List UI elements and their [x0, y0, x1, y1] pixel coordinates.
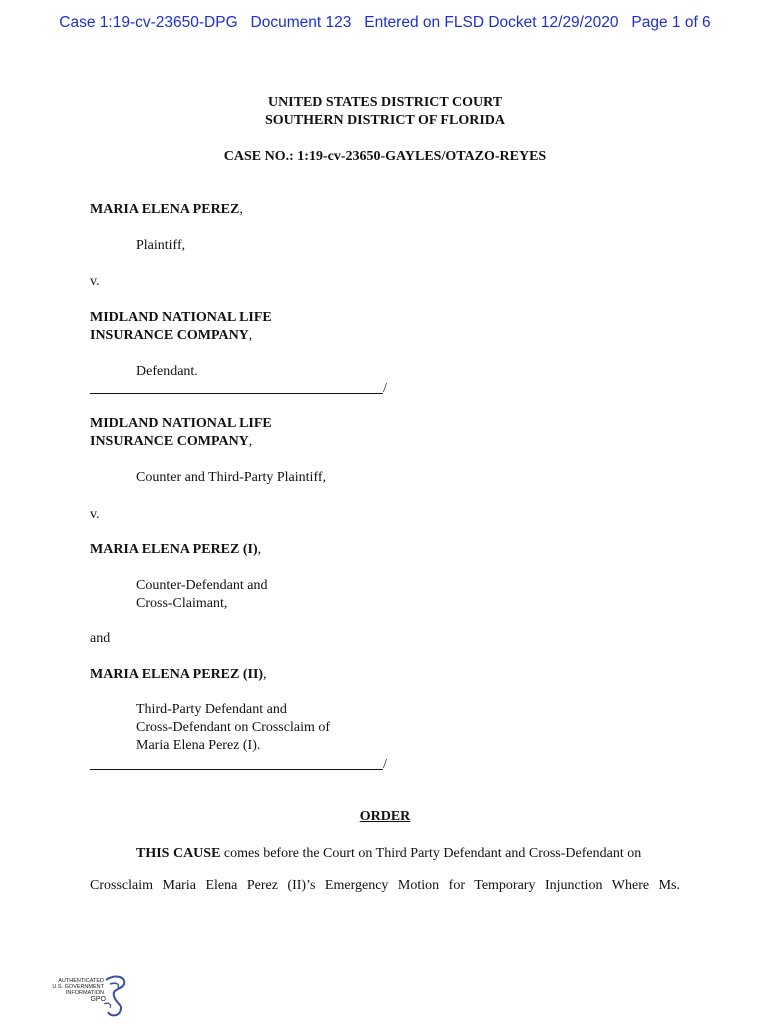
defendant-name-line1: MIDLAND NATIONAL LIFE	[90, 310, 272, 325]
order-heading: ORDER	[359, 809, 411, 824]
counter-plaintiff-role: Counter and Third-Party Plaintiff,	[136, 470, 327, 485]
order-lead-bold: THIS CAUSE	[136, 846, 221, 861]
and-connector: and	[90, 631, 111, 646]
perez-i-role-line2: Cross-Claimant,	[136, 596, 228, 611]
gpo-line1: AUTHENTICATED	[58, 978, 104, 984]
counter-plaintiff-name-line1: MIDLAND NATIONAL LIFE	[90, 416, 272, 431]
court-district: SOUTHERN DISTRICT OF FLORIDA	[265, 113, 505, 128]
order-paragraph-line1	[136, 845, 641, 863]
perez-ii-name: MARIA ELENA PEREZ (II)	[90, 667, 264, 682]
counter-plaintiff-caption: INSURANCE COMPANY,	[90, 434, 253, 449]
gpo-mark: GPO	[90, 996, 106, 1003]
gpo-authentication-badge	[44, 974, 128, 1018]
perez-i-role-line1: Counter-Defendant and	[136, 578, 268, 593]
versus-2: v.	[90, 507, 100, 522]
perez-i-caption: MARIA ELENA PEREZ (I),	[90, 542, 262, 557]
defendant-caption: INSURANCE COMPANY,	[90, 328, 253, 343]
perez-i-name: MARIA ELENA PEREZ (I)	[90, 542, 258, 557]
plaintiff-caption: MARIA ELENA PEREZ,	[90, 202, 243, 217]
perez-ii-caption: MARIA ELENA PEREZ (II),	[90, 667, 267, 682]
plaintiff-name: MARIA ELENA PEREZ	[90, 202, 240, 217]
case-number: CASE NO.: 1:19-cv-23650-GAYLES/OTAZO-REYES	[223, 149, 547, 164]
perez-ii-role-line2: Cross-Defendant on Crossclaim of	[136, 720, 331, 735]
versus-1: v.	[90, 274, 100, 289]
perez-ii-role-line3: Maria Elena Perez (I).	[136, 738, 261, 753]
defendant-role: Defendant.	[136, 364, 198, 379]
caption-slash-1: /	[383, 381, 387, 396]
gpo-badge-text	[44, 978, 106, 1003]
court-name: UNITED STATES DISTRICT COURT	[267, 95, 503, 110]
caption-rule-2	[90, 769, 383, 770]
docket-header-stamp: Case 1:19-cv-23650-DPG Document 123 Entered on FLSD Docket 12/29/2020 Page 1 of 6	[59, 14, 711, 31]
plaintiff-role: Plaintiff,	[136, 238, 186, 253]
caption-rule-1	[90, 393, 383, 394]
counter-plaintiff-name-line2: INSURANCE COMPANY	[90, 434, 249, 449]
gpo-line3: INFORMATION	[65, 990, 104, 996]
caption-slash-2: /	[383, 757, 387, 772]
defendant-name-line2: INSURANCE COMPANY	[90, 328, 249, 343]
order-line1-rest: comes before the Court on Third Party Defendant and Cross-Defendant on	[220, 846, 642, 861]
order-paragraph-line2: Crossclaim Maria Elena Perez (II)’s Emergency Motion for Temporary Injunction Where Ms.	[90, 878, 680, 893]
gpo-line2: U.S. GOVERNMENT	[52, 984, 104, 990]
perez-ii-role-line1: Third-Party Defendant and	[136, 702, 287, 717]
gpo-eagle-icon	[102, 974, 128, 1018]
